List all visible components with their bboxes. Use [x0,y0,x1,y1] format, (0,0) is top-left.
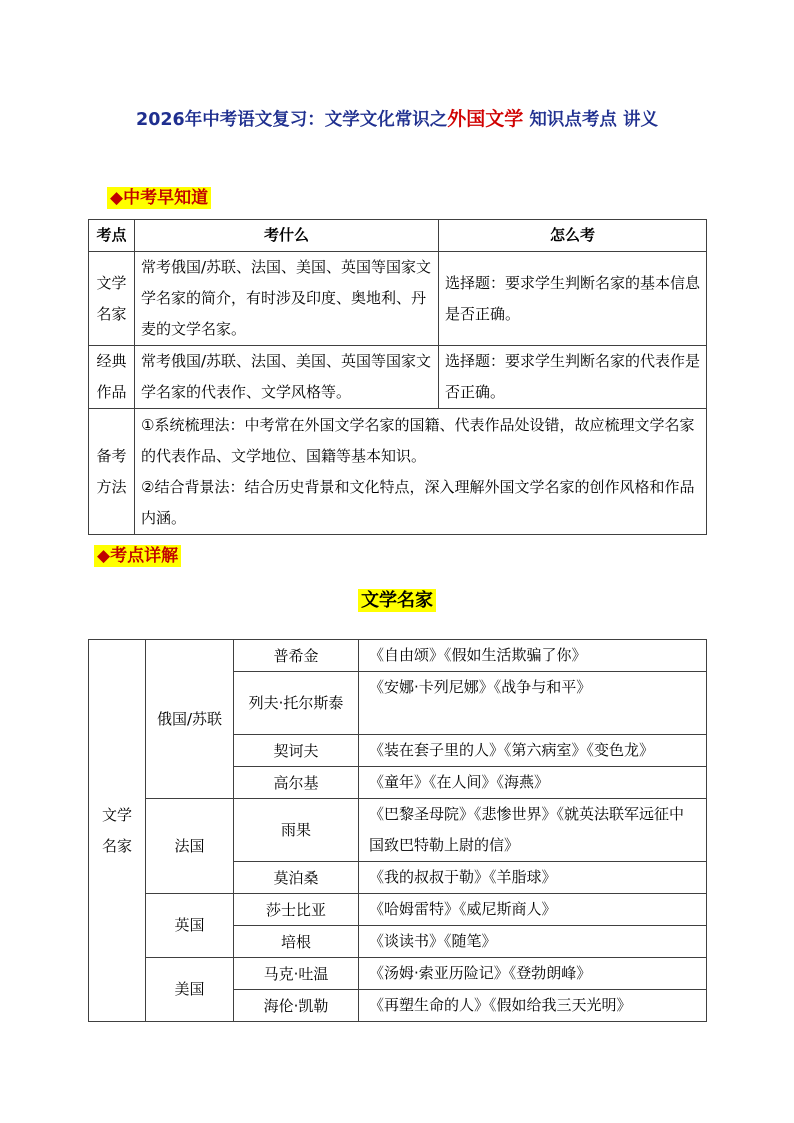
authors-table [88,639,707,1022]
author-name: 培根 [234,926,359,958]
document-title [0,104,794,131]
author-name: 马克·吐温 [234,958,359,990]
author-works: 《再塑生命的人》《假如给我三天光明》 [359,990,707,1022]
title-highlight: 外国文学 [447,108,524,130]
author-name: 普希金 [234,640,359,672]
country-cell: 英国 [146,894,234,958]
author-name: 莎士比亚 [234,894,359,926]
title-prefix: 2026年中考语文复习：文学文化常识之 [136,110,448,130]
author-works: 《哈姆雷特》《威尼斯商人》 [359,894,707,926]
header-cell: 怎么考 [439,220,707,252]
table-row [89,640,707,672]
author-name: 雨果 [234,799,359,862]
how-cell: 选择题：要求学生判断名家的代表作是否正确。 [439,346,707,409]
row-label: 经典作品 [89,346,135,409]
author-name [234,672,359,735]
category-label: 文学名家 [101,805,132,855]
author-works: 《童年》《在人间》《海燕》 [359,767,707,799]
table-row [89,894,707,926]
table-row [89,958,707,990]
what-cell: 常考俄国/苏联、法国、美国、英国等国家文学名家的代表作、文学风格等。 [135,346,439,409]
header-cell: 考什么 [135,220,439,252]
section-heading-overview: ◆中考早知道 [107,187,211,209]
method-cell [135,409,707,535]
table-row [89,252,707,346]
author-name: 莫泊桑 [234,862,359,894]
author-works: 《汤姆·索亚历险记》《登勃朗峰》 [359,958,707,990]
country-cell: 法国 [146,799,234,894]
author-works: 《我的叔叔于勒》《羊脂球》 [359,862,707,894]
header-cell: 考点 [89,220,135,252]
section-heading-details: ◆考点详解 [94,545,181,567]
author-works: 《巴黎圣母院》《悲惨世界》《就英法联军远征中国致巴特勒上尉的信》 [359,799,707,862]
table-row [89,799,707,862]
table-row [89,346,707,409]
title-suffix: 知识点考点 讲义 [523,110,658,130]
row-label: 文学名家 [89,252,135,346]
author-name: 契诃夫 [234,735,359,767]
country-cell: 美国 [146,958,234,1022]
author-name: 高尔基 [234,767,359,799]
author-name: 海伦·凯勒 [234,990,359,1022]
table-row [89,409,707,535]
category-cell [89,640,146,1022]
author-name-text: 列夫·托尔斯泰 [248,694,344,712]
section-title [0,586,794,612]
row-label: 备考方法 [89,409,135,535]
author-works: 《安娜·卡列尼娜》《战争与和平》 [359,672,707,735]
method-item: ①系统梳理法：中考常在外国文学名家的国籍、代表作品处设错，故应梳理文学名家的代表作品、文学地位、国籍等基本知识。 [141,415,695,465]
author-works: 《自由颂》《假如生活欺骗了你》 [359,640,707,672]
overview-table [88,219,707,535]
author-works: 《装在套子里的人》《第六病室》《变色龙》 [359,735,707,767]
section-title-text: 文学名家 [358,589,436,612]
how-cell: 选择题：要求学生判断名家的基本信息是否正确。 [439,252,707,346]
author-works: 《谈读书》《随笔》 [359,926,707,958]
method-item: ②结合背景法：结合历史背景和文化特点，深入理解外国文学名家的创作风格和作品内涵。 [141,477,695,527]
what-cell: 常考俄国/苏联、法国、美国、英国等国家文学名家的简介，有时涉及印度、奥地利、丹麦的文学名家。 [135,252,439,346]
table-header-row [89,220,707,252]
country-cell: 俄国/苏联 [146,640,234,799]
